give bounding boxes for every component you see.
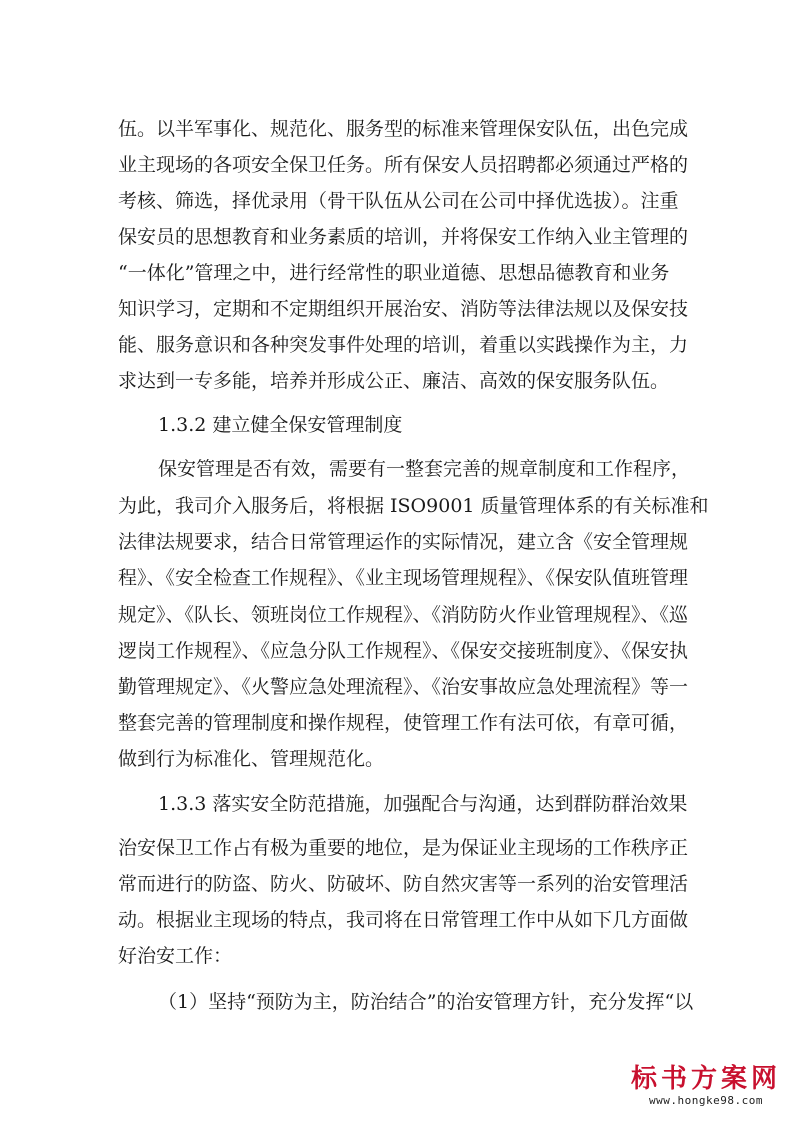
- body-text-line: 治安保卫工作占有极为重要的地位，是为保证业主现场的工作秩序正: [118, 837, 689, 859]
- body-text-line: 好治安工作：: [118, 945, 233, 967]
- body-text-line: “一体化”管理之中，进行经常性的职业道德、思想品德教育和业务: [118, 262, 670, 284]
- body-text-line: 伍。以半军事化、规范化、服务型的标准来管理保安队伍，出色完成: [118, 118, 689, 140]
- section-heading-1-3-2: 1.3.2 建立健全保安管理制度: [158, 414, 403, 436]
- body-text-line: 保安管理是否有效，需要有一整套完善的规章制度和工作程序，: [158, 458, 691, 480]
- list-item-1: （1）坚持“预防为主，防治结合”的治安管理方针，充分发挥“以: [158, 991, 694, 1013]
- body-text-line: 知识学习，定期和不定期组织开展治安、消防等法律法规以及保安技: [118, 298, 689, 320]
- section-heading-1-3-3: 1.3.3 落实安全防范措施，加强配合与沟通，达到群防群治效果: [158, 793, 688, 815]
- body-text-line: 常而进行的防盗、防火、防破坏、防自然灾害等一系列的治安管理活: [118, 873, 689, 895]
- body-text-line: 逻岗工作规程》、《应急分队工作规程》、《保安交接班制度》、《保安执: [118, 640, 689, 662]
- body-text-line: 考核、筛选，择优录用（骨干队伍从公司在公司中择优选拔）。注重: [118, 190, 679, 212]
- watermark-url: www.hongke98.com: [649, 1094, 763, 1107]
- body-text-line: 能、服务意识和各种突发事件处理的培训，着重以实践操作为主，力: [118, 334, 689, 356]
- body-text-line: 保安员的思想教育和业务素质的培训，并将保安工作纳入业主管理的: [118, 226, 689, 248]
- body-text-line: 规定》、《队长、领班岗位工作规程》、《消防防火作业管理规程》、《巡: [118, 604, 689, 626]
- body-text-line: 勤管理规定》、《火警应急处理流程》、《治安事故应急处理流程》等一: [118, 676, 689, 698]
- body-text-line: 求达到一专多能，培养并形成公正、廉洁、高效的保安服务队伍。: [118, 370, 670, 392]
- body-text-line: 整套完善的管理制度和操作规程，使管理工作有法可依，有章可循，: [118, 712, 689, 734]
- body-text-line: 业主现场的各项安全保卫任务。所有保安人员招聘都必须通过严格的: [118, 154, 689, 176]
- body-text-line: 做到行为标准化、管理规范化。: [118, 748, 385, 770]
- body-text-line: 程》、《安全检查工作规程》、《业主现场管理规程》、《保安队值班管理: [118, 567, 689, 589]
- body-text-line: 法律法规要求，结合日常管理运作的实际情况，建立含《安全管理规: [118, 531, 689, 553]
- body-text-line: 为此，我司介入服务后，将根据 ISO9001 质量管理体系的有关标准和: [118, 495, 709, 517]
- watermark-title: 标书方案网: [631, 1064, 782, 1094]
- site-watermark: [631, 1064, 781, 1108]
- body-text-line: 动。根据业主现场的特点，我司将在日常管理工作中从如下几方面做: [118, 909, 689, 931]
